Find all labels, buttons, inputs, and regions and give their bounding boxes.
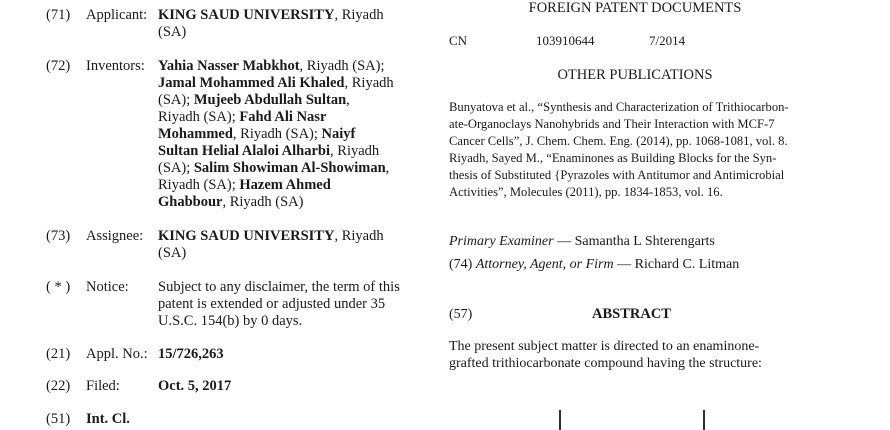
abstract-text	[449, 338, 823, 372]
inventor-line	[158, 194, 424, 211]
field-label: Notice:	[86, 279, 129, 295]
foreign-patent-documents-heading: FOREIGN PATENT DOCUMENTS	[528, 0, 742, 16]
inventor-line	[158, 58, 424, 75]
inventor-name: Mujeeb Abdullah Sultan	[193, 92, 347, 108]
inventor-line	[158, 92, 424, 109]
publication-line: Activities”, Molecules (2011), pp. 1834-1853, vol. 16.	[449, 185, 723, 199]
inventor-name: Yahia Nasser Mabkhot	[158, 58, 300, 74]
attorney-name: Richard C. Litman	[634, 257, 740, 272]
inventor-line	[158, 126, 424, 143]
publication-line: Cancer Cells”, J. Chem. Chem. Eng. (2014), pp. 1068-1081, vol. 8.	[449, 134, 788, 148]
bibliographic-right-column	[449, 0, 874, 430]
applicant-location: , Riyadh	[334, 7, 384, 23]
field-label: Appl. No.:	[86, 346, 148, 362]
attorney-agent-firm	[449, 256, 869, 273]
field-label: Assignee:	[86, 228, 144, 244]
inventor-line	[158, 177, 424, 194]
field-code: (57)	[449, 307, 473, 322]
applicant-value	[158, 7, 424, 41]
inventor-name: Naiyf	[321, 126, 356, 142]
applicant-name: KING SAUD UNIVERSITY	[158, 7, 335, 23]
other-publications-list	[449, 99, 823, 201]
notice-line: patent is extended or adjusted under 35	[158, 296, 386, 312]
inventor-line	[158, 143, 424, 160]
publication-line: ate-Organoclays Nanohybrids and Their Interaction with MCF-7	[449, 117, 775, 131]
inventor-line	[158, 109, 424, 126]
inventor-name: Salim Showiman Al-Showiman	[193, 160, 386, 176]
bibliographic-left-column	[0, 0, 440, 430]
inventor-name: Mohammed	[158, 126, 233, 142]
inventor-location: , Riyadh (SA);	[299, 58, 385, 74]
inventor-line	[158, 160, 424, 177]
notice-line: U.S.C. 154(b) by 0 days.	[158, 313, 303, 329]
attorney-dash: —	[613, 257, 635, 272]
publication-line: thesis of Substituted {Pyrazoles with Antitumor and Antimicrobial	[449, 168, 785, 182]
inventor-name: Sultan Helial Alaloi Alharbi	[158, 143, 331, 159]
inventor-name: Jamal Mohammed Ali Khaled	[158, 75, 345, 91]
examiner-dash: —	[553, 234, 575, 249]
abstract-line: The present subject matter is directed to an enaminone-	[449, 339, 760, 354]
field-code: (51)	[46, 411, 71, 427]
inventor-location: (SA);	[158, 160, 194, 176]
attorney-label: Attorney, Agent, or Firm	[475, 257, 614, 272]
applicant-country: (SA)	[158, 24, 187, 40]
inventor-punct: ,	[346, 92, 350, 108]
structure-bond-line	[559, 410, 561, 430]
assignee-name: KING SAUD UNIVERSITY	[158, 228, 335, 244]
notice-text	[158, 279, 424, 330]
inventor-location: , Riyadh (SA)	[222, 194, 304, 210]
field-code: (21)	[46, 346, 71, 362]
primary-examiner	[449, 233, 869, 250]
inventor-name: Hazem Ahmed	[239, 177, 331, 193]
foreign-document-row	[449, 32, 874, 48]
inventor-location: , Riyadh	[344, 75, 394, 91]
field-label: Inventors:	[86, 58, 145, 74]
field-code: (73)	[46, 228, 71, 244]
field-code: (74)	[449, 257, 473, 272]
assignee-value	[158, 228, 424, 262]
inventor-name: Fahd Ali Nasr	[239, 109, 327, 125]
field-code: ( * )	[46, 279, 71, 295]
document-number: 103910644	[536, 33, 595, 48]
appl-no-value: 15/726,263	[158, 346, 224, 362]
filed-date: Oct. 5, 2017	[158, 378, 232, 394]
publication-line: Riyadh, Sayed M., “Enaminones as Building Blocks for the Syn-	[449, 151, 777, 165]
examiner-label: Primary Examiner	[449, 234, 554, 249]
country-code: CN	[449, 33, 468, 48]
inventors-list	[158, 58, 424, 211]
field-code: (22)	[46, 378, 71, 394]
publication-line: Bunyatova et al., “Synthesis and Characterization of Trithiocarbon-	[449, 100, 789, 114]
examiner-name: Samantha L Shterengarts	[574, 234, 715, 249]
assignee-country: (SA)	[158, 245, 187, 261]
document-date: 7/2014	[649, 33, 686, 48]
inventor-location: (SA);	[158, 92, 194, 108]
abstract-line: grafted trithiocarbonate compound having the structure:	[449, 356, 762, 371]
inventor-name: Ghabbour	[158, 194, 223, 210]
field-label: Filed:	[86, 378, 120, 394]
inventor-punct: ,	[385, 160, 390, 176]
field-label: Applicant:	[86, 7, 148, 23]
abstract-heading: ABSTRACT	[592, 306, 671, 322]
field-code: (71)	[46, 7, 71, 23]
inventor-location: , Riyadh	[330, 143, 380, 159]
assignee-location: , Riyadh	[334, 228, 384, 244]
inventor-line	[158, 75, 424, 92]
inventor-location: Riyadh (SA);	[158, 177, 240, 193]
structure-bond-line	[703, 410, 705, 430]
other-publications-heading: OTHER PUBLICATIONS	[557, 67, 713, 83]
field-label: Int. Cl.	[86, 411, 130, 427]
notice-line: Subject to any disclaimer, the term of this	[158, 279, 400, 295]
inventor-location: Riyadh (SA);	[158, 109, 240, 125]
field-code: (72)	[46, 58, 71, 74]
inventor-location: , Riyadh (SA);	[232, 126, 322, 142]
